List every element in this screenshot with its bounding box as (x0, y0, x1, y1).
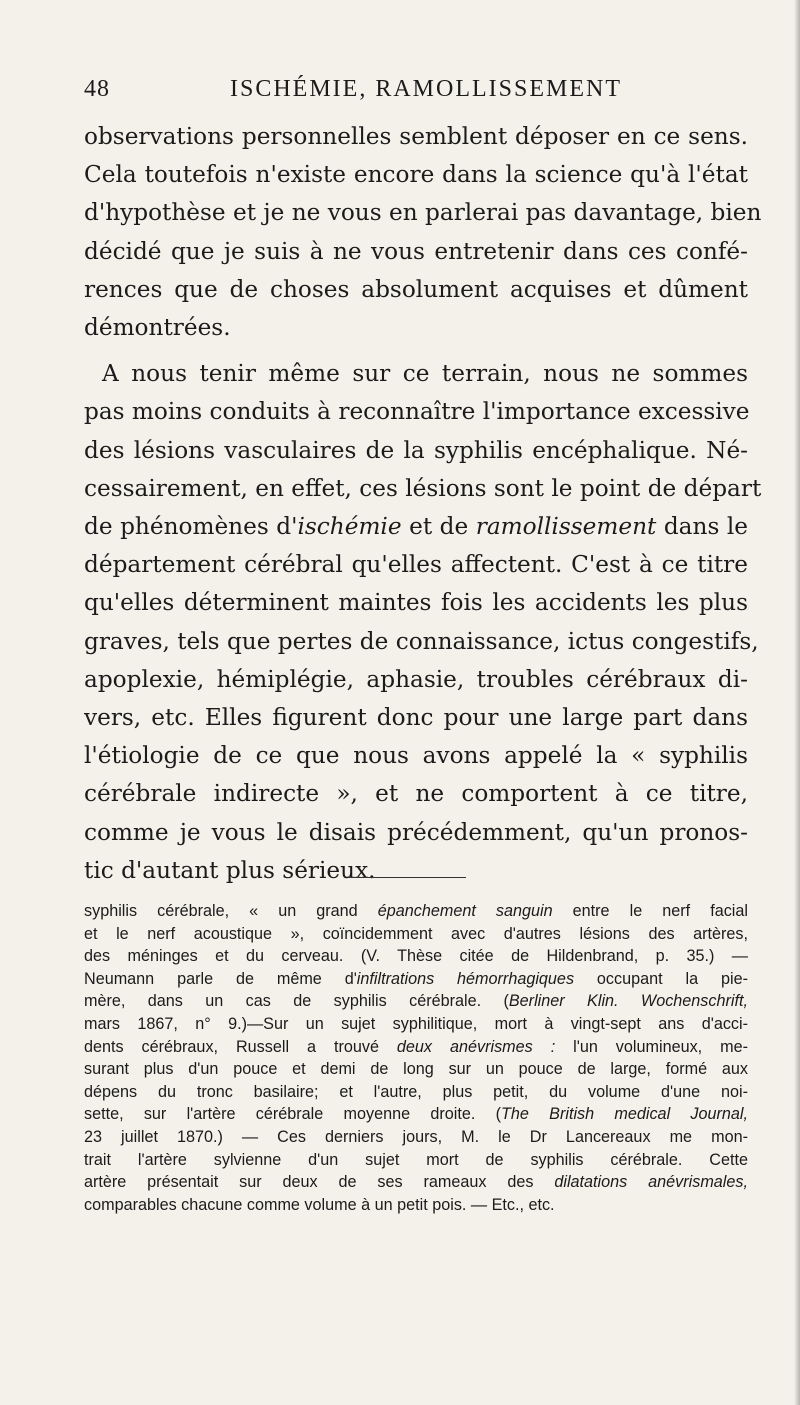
text-line: rences que de choses absolument acquises et dûment (84, 275, 748, 303)
text-line: apoplexie, hémiplégie, aphasie, troubles cérébraux di- (84, 665, 748, 693)
page-edge-shadow (794, 0, 800, 1405)
page-header (70, 72, 750, 106)
footnote-line: comparables chacune comme volume à un petit pois. — Etc., etc. (84, 1195, 555, 1214)
paragraph-2 (84, 355, 762, 890)
text-line: Cela toutefois n'existe encore dans la science qu'à l'état (84, 161, 748, 189)
text-line: département cérébral qu'elles affectent. C'est à ce titre (84, 551, 748, 579)
italic-citation: Berliner Klin. Wochenschrift, (508, 992, 748, 1011)
footnote-line (84, 1103, 748, 1126)
text-run: syphilis cérébrale, « un grand (84, 902, 378, 920)
text-line: A nous tenir même sur ce terrain, nous ne sommes (102, 360, 748, 388)
text-run: dans le (656, 513, 748, 541)
footnote-line: trait l'artère sylvienne d'un sujet mort de syphilis cérébrale. Cette (84, 1150, 748, 1169)
italic-term: épanchement sanguin (377, 902, 553, 920)
text-run: mère, dans un cas de syphilis cérébrale. ( (84, 992, 509, 1011)
footnote-line (84, 1036, 748, 1059)
text-line: comme je vous le disais précédemment, qu'un pronos- (84, 818, 748, 846)
text-line: observations personnelles semblent déposer en ce sens. (84, 123, 748, 150)
footnote-line: surant plus d'un pouce et demi de long sur un pouce de large, formé aux (84, 1060, 748, 1079)
italic-citation: The British medical Journal, (501, 1105, 748, 1124)
text-run: occupant la pie- (574, 969, 748, 988)
text-run: entre le nerf facial (552, 902, 748, 920)
footnote-line (84, 1171, 748, 1194)
footnote-line: et le nerf acoustique », coïncidemment avec d'autres lésions des artères, (84, 924, 748, 943)
text-line: l'étiologie de ce que nous avons appelé la « syphilis (84, 742, 748, 770)
page-number: 48 (84, 76, 110, 102)
italic-term: infiltrations hémorrhagiques (356, 969, 575, 988)
footnote-line (84, 990, 748, 1013)
footnote (84, 900, 748, 1216)
text-line: décidé que je suis à ne vous entretenir dans ces confé- (84, 237, 748, 265)
text-line: pas moins conduits à reconnaître l'importance excessive (84, 398, 750, 426)
italic-term: deux anévrismes : (396, 1037, 556, 1056)
footnote-line: 23 juillet 1870.) — Ces derniers jours, M. le Dr Lancereaux me mon- (84, 1127, 748, 1146)
text-run: dents cérébraux, Russell a trouvé (84, 1037, 397, 1056)
footnote-line (84, 968, 748, 991)
running-title: ISCHÉMIE, RAMOLLISSEMENT (230, 76, 623, 102)
text-line: graves, tels que pertes de connaissance, ictus congestifs, (84, 627, 759, 655)
text-line: des lésions vasculaires de la syphilis encéphalique. Né- (84, 436, 748, 464)
text-run: et de (401, 513, 476, 541)
text-line (84, 508, 748, 546)
text-line: tic d'autant plus sérieux. (84, 856, 376, 884)
text-line: démontrées. (84, 314, 231, 342)
footnote-line: des méninges et du cerveau. (V. Thèse citée de Hildenbrand, p. 35.) — (84, 947, 748, 966)
text-line: qu'elles déterminent maintes fois les accidents les plus (84, 589, 748, 617)
text-line: cessairement, en effet, ces lésions sont le point de départ (84, 474, 762, 502)
text-line: vers, etc. Elles figurent donc pour une large part dans (84, 704, 748, 732)
text-run: artère présentait sur deux de ses rameaux des (84, 1173, 555, 1192)
text-run: sette, sur l'artère cérébrale moyenne droite. ( (84, 1105, 502, 1124)
text-run: Neumann parle de même d' (84, 969, 357, 988)
italic-term: ischémie (297, 513, 402, 541)
text-line: cérébrale indirecte », et ne comportent à ce titre, (84, 780, 748, 808)
text-line: d'hypothèse et je ne vous en parlerai pas davantage, bien (84, 199, 762, 227)
footnote-separator (348, 877, 466, 878)
paragraph-1 (84, 118, 762, 347)
footnote-line: mars 1867, n° 9.)—Sur un sujet syphilitique, mort à vingt-sept ans d'acci- (84, 1014, 748, 1033)
footnote-line (84, 900, 748, 923)
italic-term: ramollissement (475, 513, 657, 541)
footnote-line: dépens du tronc basilaire; et l'autre, plus petit, du volume d'une noi- (84, 1082, 748, 1101)
italic-term: dilatations anévrismales, (554, 1173, 749, 1192)
main-text (84, 118, 762, 890)
text-run: l'un volumineux, me- (555, 1037, 749, 1056)
text-run: de phénomènes d' (84, 513, 298, 541)
